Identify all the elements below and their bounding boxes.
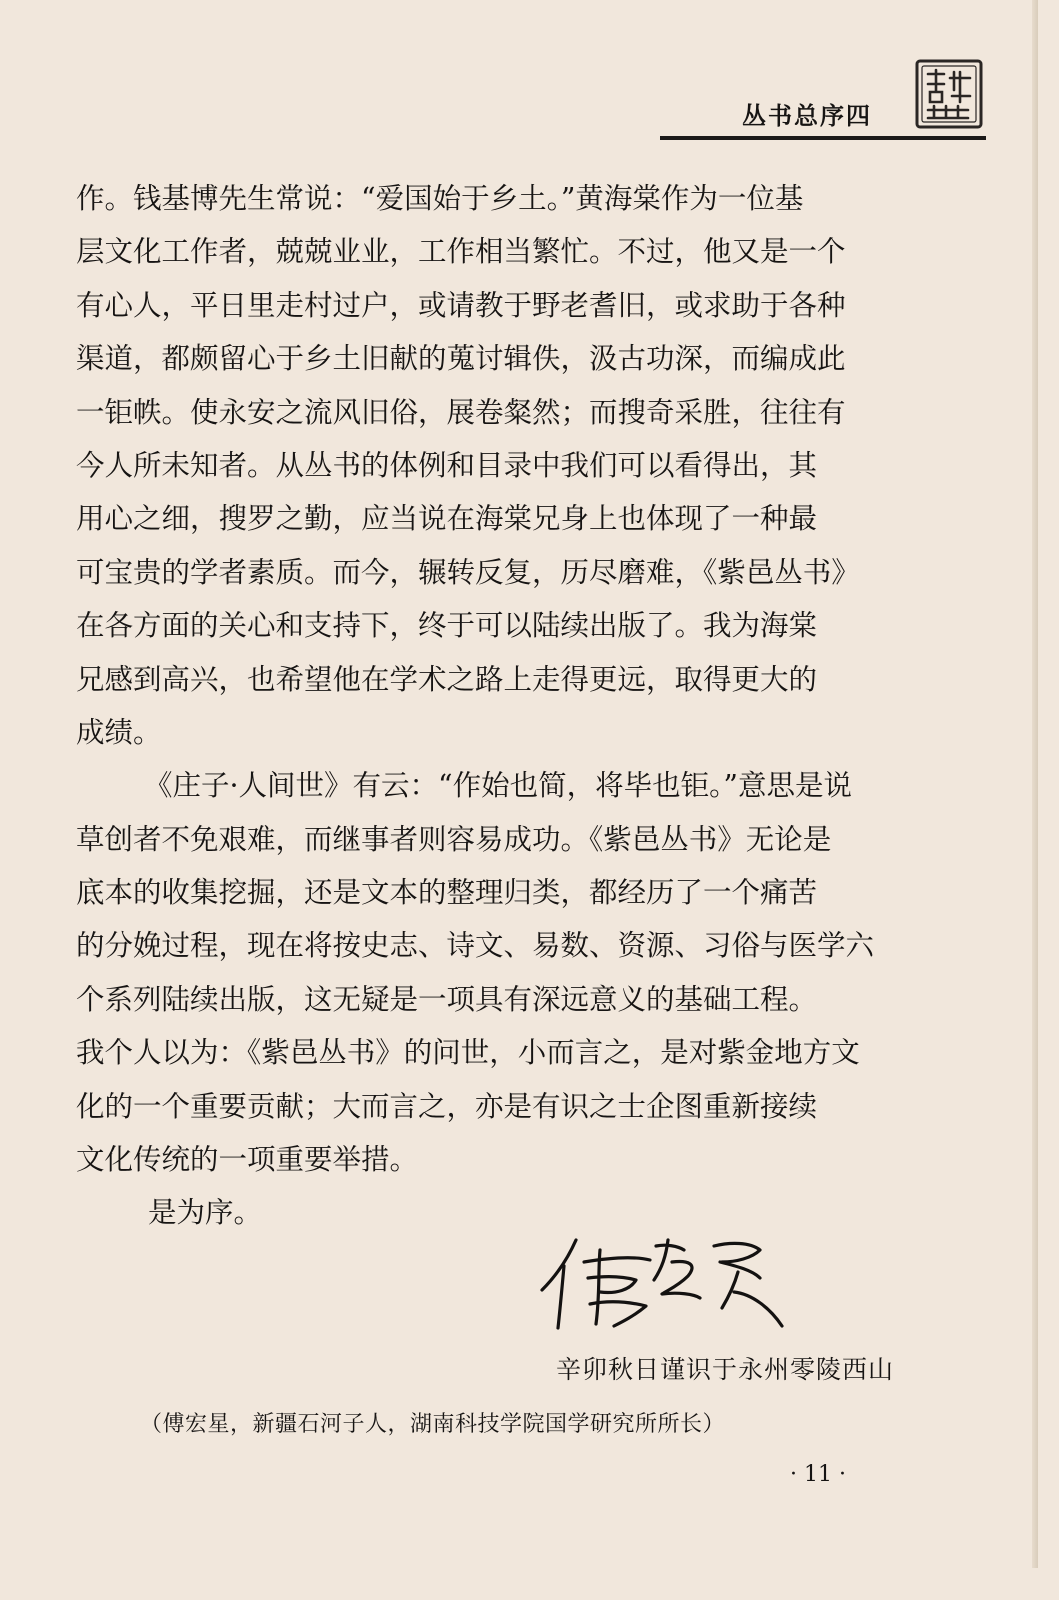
text-line: 成绩。: [76, 715, 162, 749]
seal-stamp-icon: [914, 58, 984, 130]
text-line: 的分娩过程，现在将按史志、诗文、易数、资源、习俗与医学六: [76, 929, 875, 963]
text-line: 今人所未知者。从丛书的体例和目录中我们可以看得出，其: [76, 448, 818, 482]
text-line: 层文化工作者，兢兢业业，工作相当繁忙。不过，他又是一个: [76, 235, 846, 269]
text-line: 兄感到高兴，也希望他在学术之路上走得更远，取得更大的: [76, 662, 818, 696]
header-rule: [660, 136, 986, 140]
text-line: 底本的收集挖掘，还是文本的整理归类，都经历了一个痛苦: [76, 876, 818, 910]
running-header-title: 丛书总序四: [742, 102, 872, 130]
place-date-line: 辛卯秋日谨识于永州零陵西山: [555, 1355, 894, 1384]
closing-line: 是为序。: [148, 1196, 263, 1230]
author-note: （傅宏星，新疆石河子人，湖南科技学院国学研究所所长）: [140, 1412, 726, 1437]
page-number: · 11 ·: [790, 1462, 846, 1487]
body-text: [76, 172, 896, 1240]
text-line: 文化传统的一项重要举措。: [76, 1143, 419, 1177]
text-line: 渠道，都颇留心于乡土旧献的蒐讨辑佚，汲古功深，而编成此: [76, 342, 846, 376]
text-line: 可宝贵的学者素质。而今，辗转反复，历尽磨难，《紫邑丛书》: [76, 555, 860, 589]
handwritten-signature: [538, 1232, 796, 1332]
text-line: 用心之细，搜罗之勤，应当说在海棠兄身上也体现了一种最: [76, 502, 818, 536]
text-line: 作。钱基博先生常说：“爱国始于乡土。”黄海棠作为一位基: [76, 182, 804, 215]
text-line: 有心人，平日里走村过户，或请教于野老耆旧，或求助于各种: [76, 288, 846, 322]
text-line: 草创者不免艰难，而继事者则容易成功。《紫邑丛书》无论是: [76, 822, 832, 856]
text-line: 一钜帙。使永安之流风旧俗，展卷粲然；而搜奇采胜，往往有: [76, 395, 846, 429]
text-line: 《庄子·人间世》有云：“作始也简，将毕也钜。”意思是说: [144, 769, 852, 803]
text-line: 在各方面的关心和支持下，终于可以陆续出版了。我为海棠: [76, 609, 818, 643]
text-line: 我个人以为：《紫邑丛书》的问世，小而言之，是对紫金地方文: [76, 1036, 860, 1070]
page-edge: [1032, 0, 1038, 1568]
text-line: 化的一个重要贡献；大而言之，亦是有识之士企图重新接续: [76, 1089, 818, 1123]
text-line: 个系列陆续出版，这无疑是一项具有深远意义的基础工程。: [76, 982, 818, 1016]
